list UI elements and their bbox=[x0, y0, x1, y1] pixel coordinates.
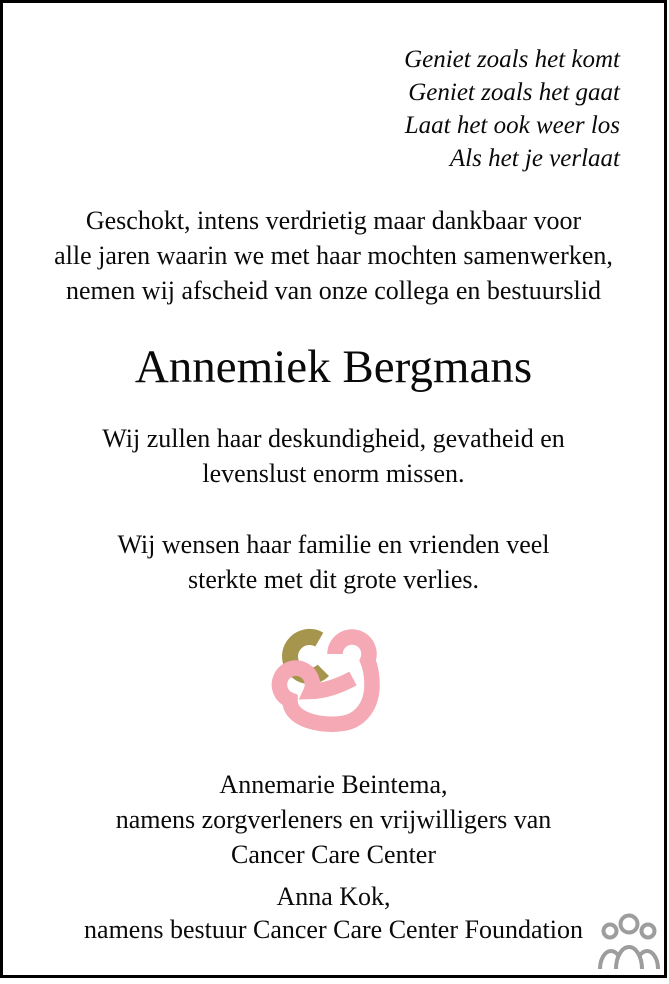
tribute-line: Wij zullen haar deskundigheid, gevatheid en bbox=[102, 424, 565, 453]
tribute-paragraph bbox=[3, 421, 664, 491]
intro-line: nemen wij afscheid van onze collega en bestuurslid bbox=[66, 276, 601, 305]
person-head-center bbox=[621, 916, 638, 933]
condolence-line: Wij wensen haar familie en vrienden veel bbox=[117, 530, 550, 559]
condolence-paragraph bbox=[3, 527, 664, 597]
condolence-line: sterkte met dit grote verlies. bbox=[188, 565, 479, 594]
signature-name: Anna Kok, bbox=[276, 882, 391, 911]
deceased-name: Annemiek Bergmans bbox=[134, 341, 533, 393]
signature-role: namens zorgverleners en vrijwilligers van bbox=[115, 805, 552, 834]
intro-line: Geschokt, intens verdrietig maar dankbaar voor bbox=[85, 206, 582, 235]
signature-block-1 bbox=[3, 767, 664, 872]
people-group-icon bbox=[596, 911, 662, 973]
signature-name: Annemarie Beintema, bbox=[219, 770, 448, 799]
poem-line: Geniet zoals het komt bbox=[404, 46, 620, 73]
signature-org: Cancer Care Center bbox=[230, 840, 436, 869]
poem bbox=[3, 43, 620, 175]
person-body-center bbox=[616, 947, 642, 969]
signature-role: namens bestuur Cancer Care Center Foundation bbox=[84, 915, 583, 944]
poem-line: Als het je verlaat bbox=[449, 145, 620, 172]
person-head-left bbox=[604, 925, 617, 938]
interlocking-hearts-icon bbox=[254, 599, 414, 759]
intro-paragraph bbox=[3, 203, 664, 308]
tribute-line: levenslust enorm missen. bbox=[202, 459, 465, 488]
poem-line: Laat het ook weer los bbox=[404, 112, 620, 139]
person-head-right bbox=[642, 925, 655, 938]
poem-line: Geniet zoals het gaat bbox=[408, 79, 620, 106]
intro-line: alle jaren waarin we met haar mochten samenwerken, bbox=[54, 241, 613, 270]
signature-block-2 bbox=[3, 880, 664, 946]
